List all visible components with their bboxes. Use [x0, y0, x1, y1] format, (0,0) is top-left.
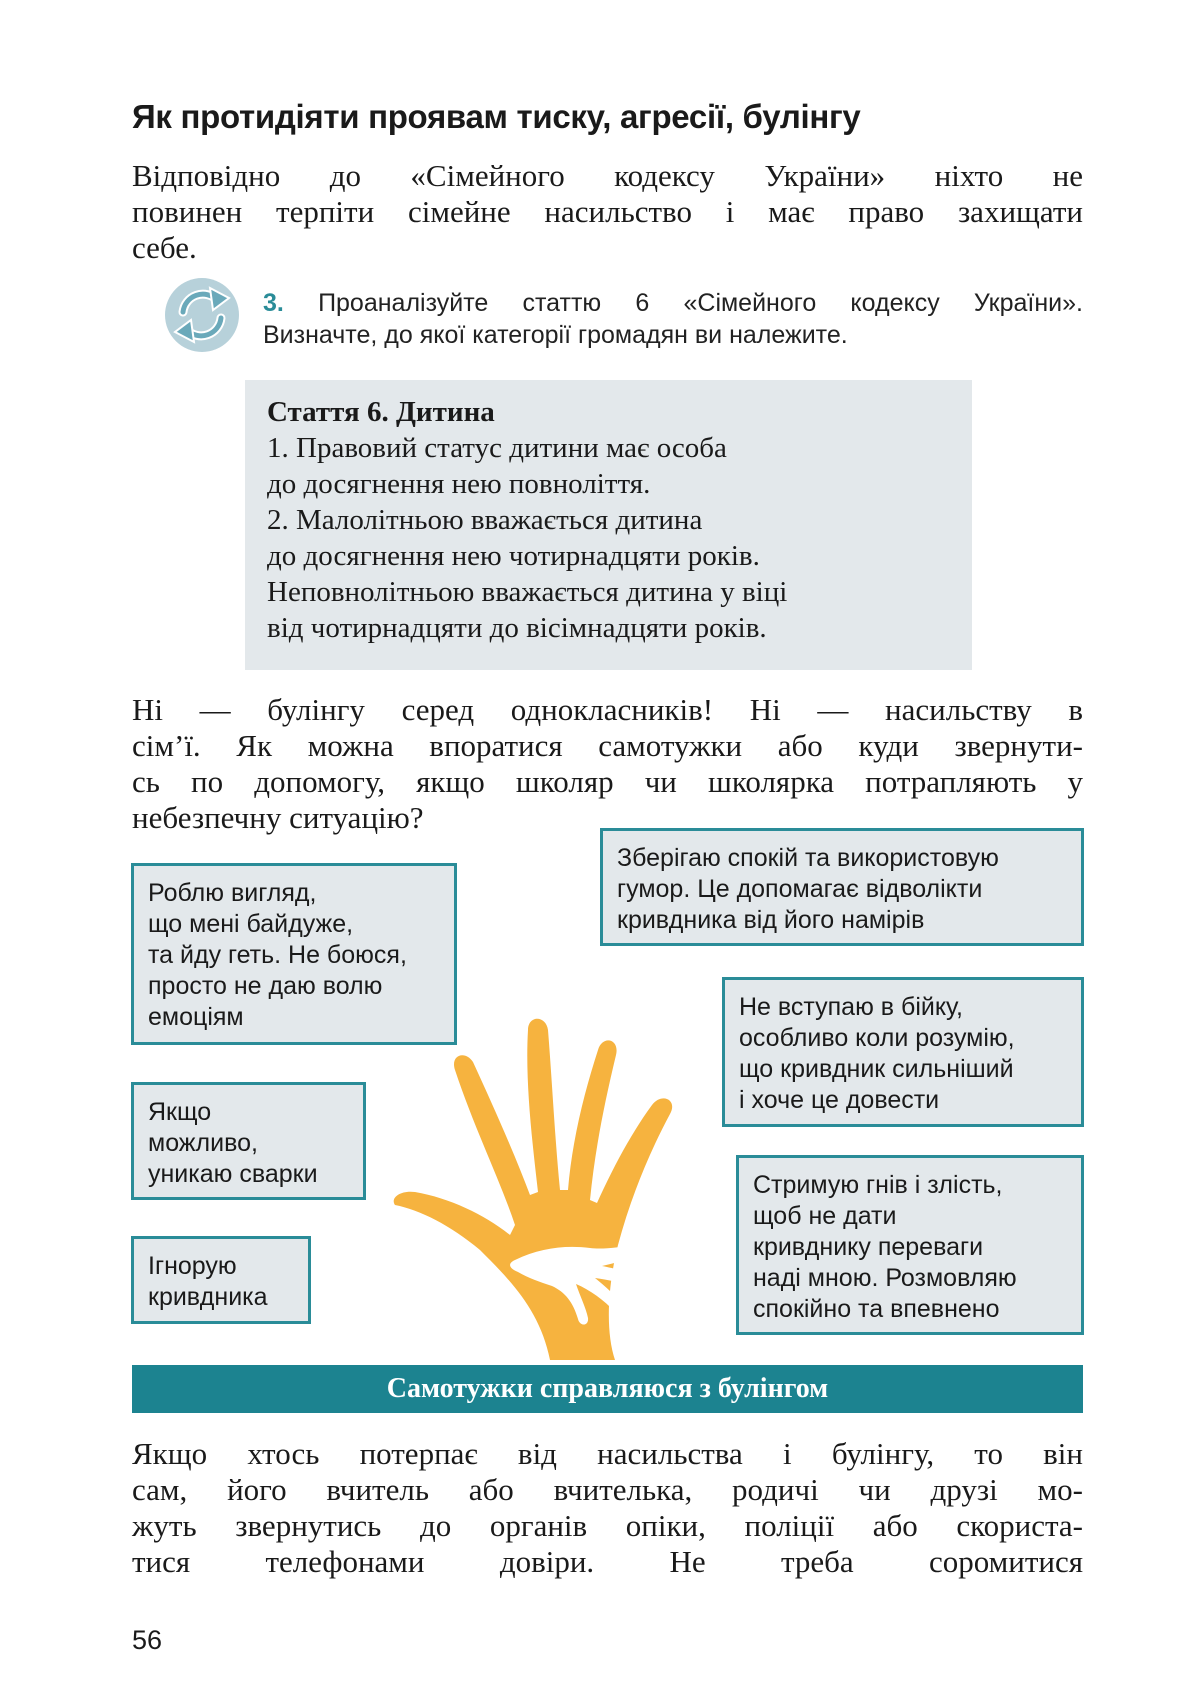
refresh-arrows-icon [163, 276, 241, 354]
card-line: Стримую гнів і злість, [753, 1171, 1003, 1199]
card-line: Роблю вигляд, [148, 879, 317, 907]
question-line: сім’ї. Як можна впоратися самотужки або куди звернути- [132, 728, 1083, 763]
article-line: до досягнення нею повноліття. [267, 468, 651, 500]
card-line: щоб не дати [753, 1202, 897, 1230]
intro-line: себе. [132, 230, 197, 265]
card-line: що мені байдуже, [148, 910, 354, 938]
task-3 [263, 287, 1083, 351]
article-title: Стаття 6. Дитина [267, 396, 495, 428]
article-line: 1. Правовий статус дитини має особа [267, 432, 727, 464]
question-line: Ні — булінгу серед однокласників! Ні — насильству в [132, 692, 1083, 727]
task-text-1: Проаналізуйте статтю 6 «Сімейного кодексу України». [318, 289, 1083, 317]
card-line: Якщо [148, 1098, 212, 1126]
task-number: 3. [263, 289, 284, 317]
card-line: наді мною. Розмовляю [753, 1264, 1017, 1292]
article-line: 2. Малолітньою вважається дитина [267, 504, 703, 536]
card-line: та йду геть. Не боюся, [148, 941, 407, 969]
card-line: спокійно та впевнено [753, 1295, 1000, 1323]
help-line: сам, його вчитель або вчителька, родичі чи друзі мо- [132, 1472, 1083, 1507]
help-line: жуть звернутись до органів опіки, поліції або скориста- [132, 1508, 1083, 1543]
card-line: Ігнорую [148, 1252, 237, 1280]
card-restrain-anger [736, 1155, 1084, 1335]
question-line: небезпечну ситуацію? [132, 800, 424, 835]
section-banner: Самотужки справляюся з булінгом [132, 1365, 1083, 1413]
card-line: і хоче це довести [739, 1086, 940, 1114]
help-line: тися телефонами довіри. Не треба соромитися [132, 1544, 1083, 1579]
card-calm-humor [600, 828, 1084, 946]
page-number: 56 [132, 1625, 163, 1655]
card-line: Зберігаю спокій та використовую [617, 844, 999, 872]
card-line: кривдника [148, 1283, 268, 1311]
card-avoid-quarrel [131, 1082, 366, 1200]
task-line [263, 287, 1083, 319]
article-line: до досягнення нею чотирнадцяти років. [267, 540, 760, 572]
intro-paragraph [132, 158, 1083, 266]
card-line: особливо коли розумію, [739, 1024, 1015, 1052]
card-ignore [131, 1236, 311, 1324]
task-text-2: Визначте, до якої категорії громадян ви належите. [263, 321, 848, 349]
card-line: емоціям [148, 1003, 244, 1031]
card-no-fight [722, 977, 1084, 1127]
card-line: Не вступаю в бійку, [739, 993, 963, 1021]
card-line: гумор. Це допомагає відволікти [617, 875, 983, 903]
article-line: від чотирнадцяти до вісімнадцяти років. [267, 612, 767, 644]
card-line: кривднику переваги [753, 1233, 984, 1261]
question-line: сь по допомогу, якщо школяр чи школярка потрапляють у [132, 764, 1083, 799]
card-line: можливо, [148, 1129, 258, 1157]
card-line: кривдника від його намірів [617, 906, 925, 934]
card-line: просто не даю волю [148, 972, 383, 1000]
article-box [245, 380, 972, 670]
card-line: уникаю сварки [148, 1160, 318, 1188]
section-heading: Як протидіяти проявам тиску, агресії, булінгу [132, 98, 861, 135]
intro-line: Відповідно до «Сімейного кодексу України» ніхто не [132, 158, 1083, 193]
intro-line: повинен терпіти сімейне насильство і має право захищати [132, 194, 1083, 229]
card-indifferent [131, 863, 457, 1045]
article-line: Неповнолітньою вважається дитина у віці [267, 576, 788, 608]
hands-illustration [390, 1010, 740, 1360]
help-paragraph [132, 1436, 1083, 1580]
question-paragraph [132, 692, 1083, 836]
card-line: що кривдник сильніший [739, 1055, 1014, 1083]
help-line: Якщо хтось потерпає від насильства і булінгу, то він [132, 1436, 1083, 1471]
